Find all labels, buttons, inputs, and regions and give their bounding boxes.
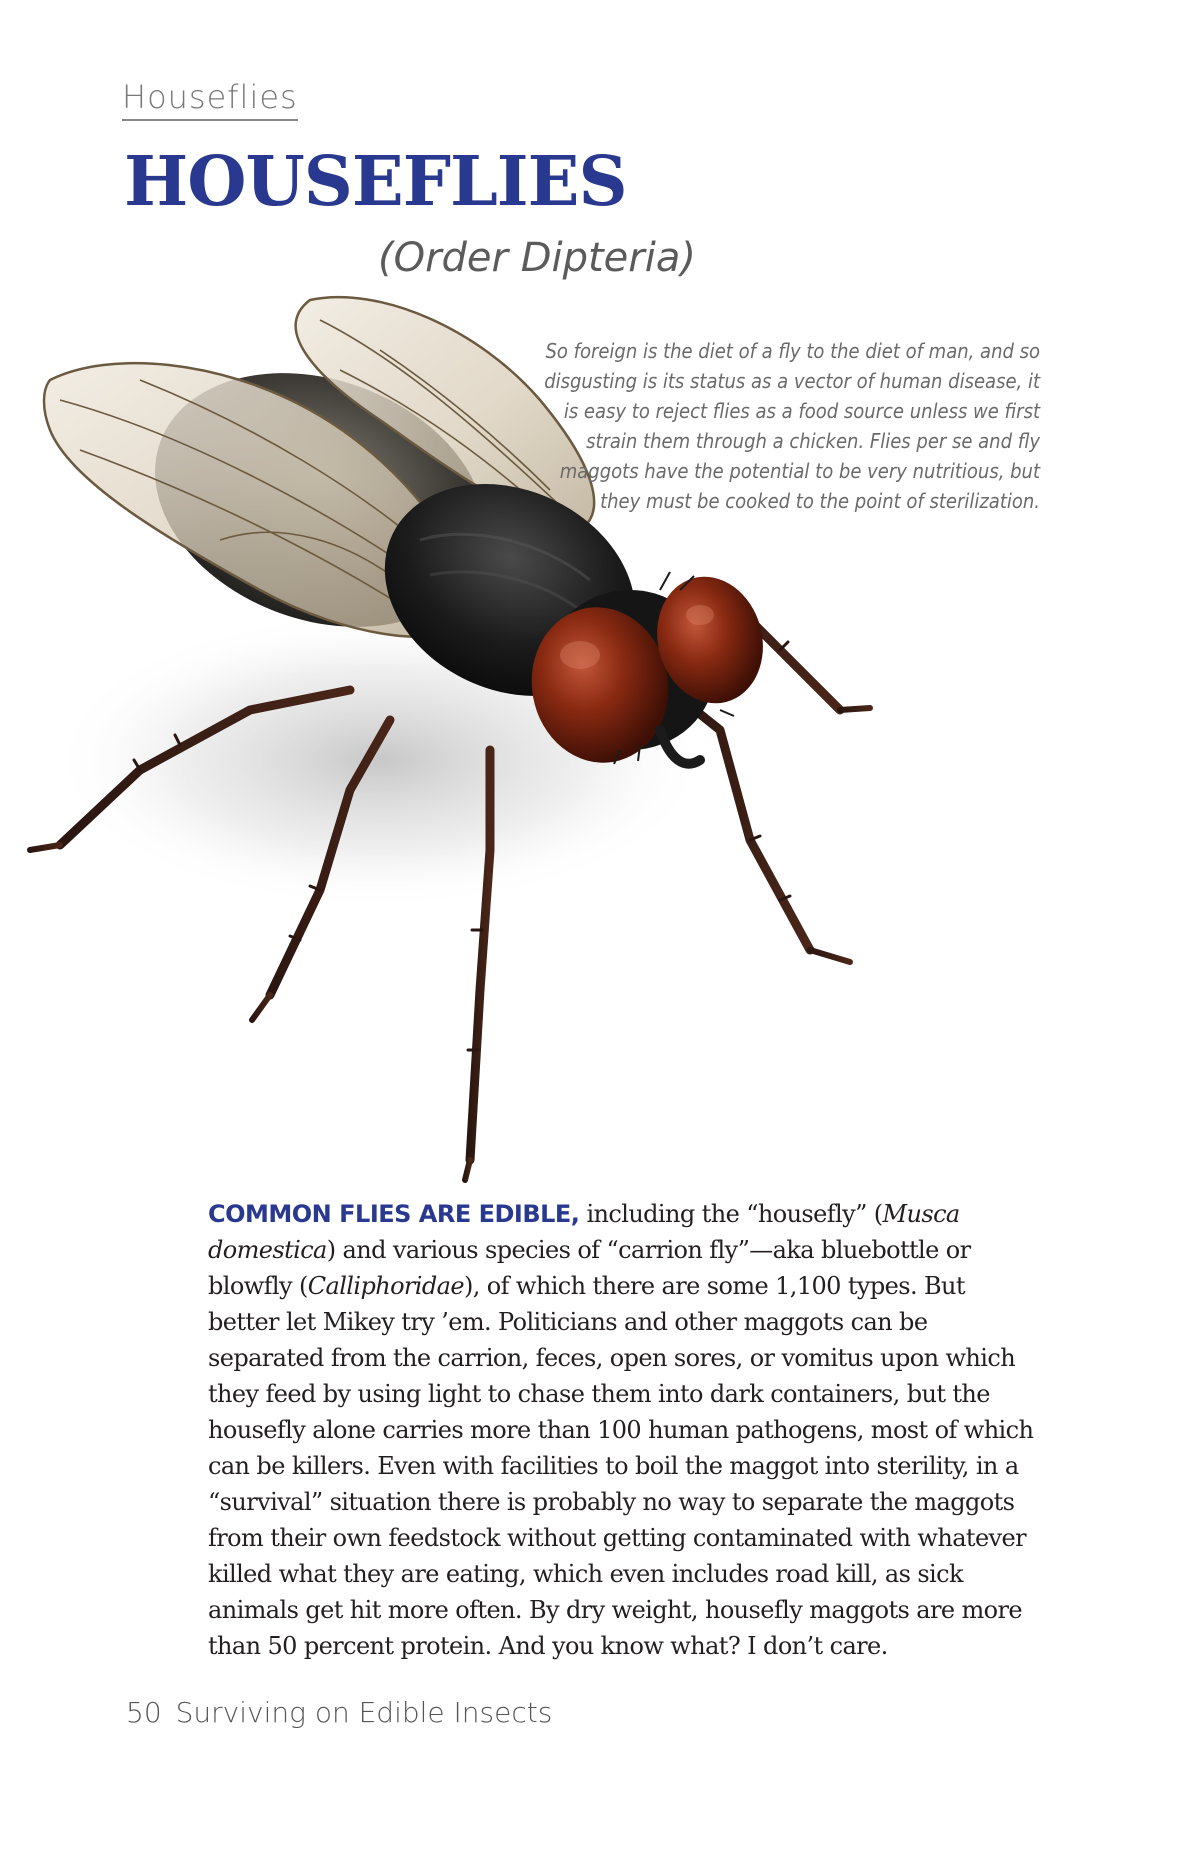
page-number: 50 <box>126 1696 162 1729</box>
book-title: Surviving on Edible Insects <box>175 1696 553 1729</box>
page-title: HOUSEFLIES <box>124 142 627 222</box>
section-tag: Houseflies <box>122 80 298 121</box>
body-paragraph: COMMON FLIES ARE EDIBLE, including the “housefly” (Musca domestica) and various species of “carrion fly”—aka bluebottle or blowfly (Calliphoridae), of which there are some 1,100 types. But better let Mikey try ’em. Politicians and other maggots can be separated from the carrion, feces, open sores, or vomitus upon which they feed by using light to chase them into dark containers, but the housefly alone carries more than 100 human pathogens, most of which can be killers. Even with facilities to boil the maggot into sterility, in a “survival” situation there is probably no way to separate the maggots from their own feedstock without getting contaminated with whatever killed what they are eating, which even includes road kill, as sick animals get hit more often. By dry weight, housefly maggots are more than 50 percent protein. And you know what? I don’t care. <box>208 1200 1034 1660</box>
page-footer <box>126 1696 552 1729</box>
lead-in: COMMON FLIES ARE EDIBLE, <box>208 1200 580 1228</box>
order-subtitle: (Order Dipteria) <box>378 235 696 281</box>
pull-quote: So foreign is the diet of a fly to the diet of man, and so disgusting is its status as a vector of human disease, it is easy to reject flies as a food source unless we first strain them through a chicken. Flies per se and fly maggots have the potential to be very nutritious, but they must be cooked to the point of sterilization. <box>544 339 1040 513</box>
